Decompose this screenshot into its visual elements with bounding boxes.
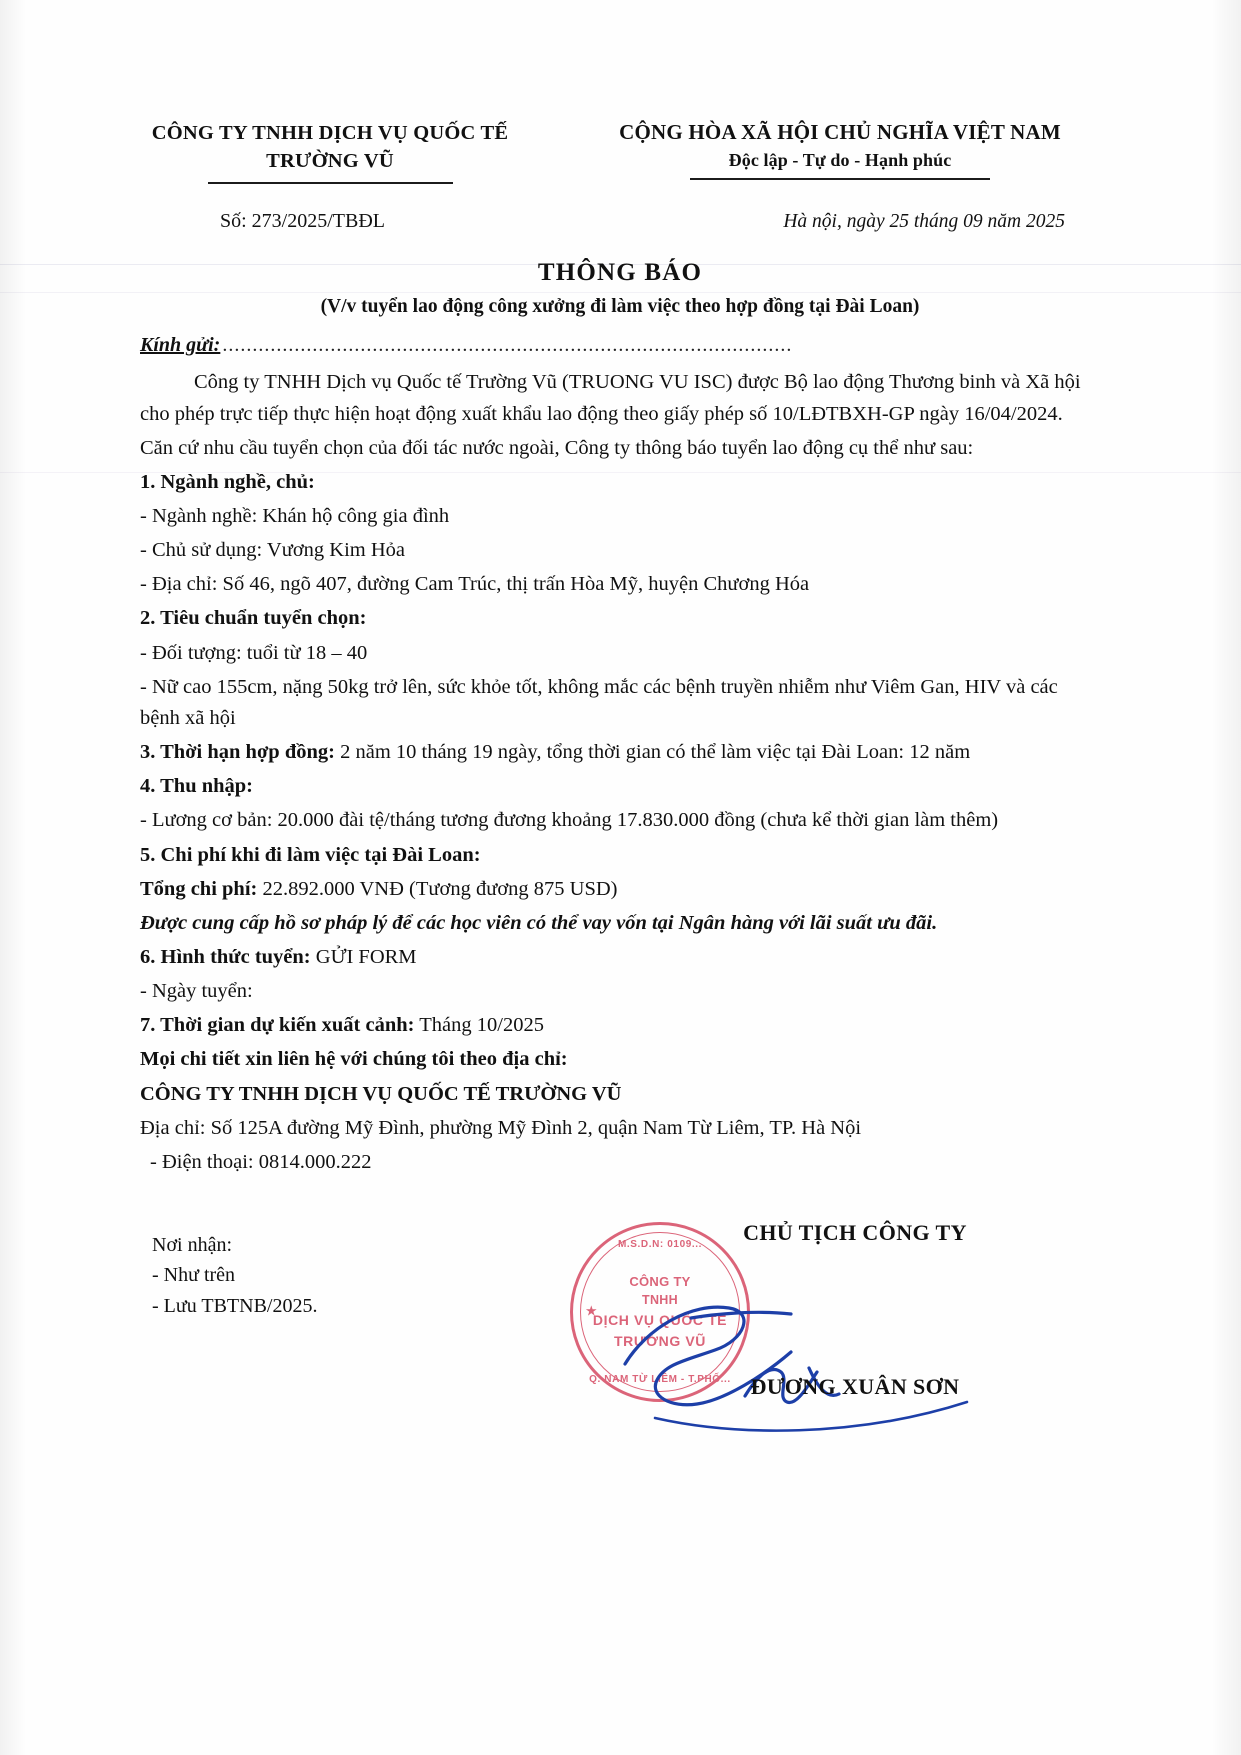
section-5-total (140, 874, 1100, 905)
recipients-block (152, 1230, 317, 1321)
section-2-heading: 2. Tiêu chuẩn tuyển chọn: (140, 607, 367, 630)
seal-arc-bottom-text: Q. NAM TỪ LIÊM - T.PHỐ... (589, 1374, 731, 1386)
contact-company: CÔNG TY TNHH DỊCH VỤ QUỐC TẾ TRƯỜNG VŨ (140, 1082, 622, 1105)
section-1-line-3: - Địa chỉ: Số 46, ngõ 407, đường Cam Trúc, thị trấn Hòa Mỹ, huyện Chương Hóa (140, 573, 810, 596)
section-3 (140, 737, 1100, 768)
section-3-heading: 3. Thời hạn hợp đồng: (140, 741, 335, 764)
seal-star-icon: ★ (585, 1304, 598, 1320)
section-5-total-value: 22.892.000 VNĐ (Tương đương 875 USD) (262, 877, 618, 900)
national-header-block (580, 120, 1100, 180)
section-7 (140, 1010, 1100, 1041)
section-3-value: 2 năm 10 tháng 19 ngày, tổng thời gian có thể làm việc tại Đài Loan: 12 năm (340, 741, 971, 764)
recipients-line-1: - Như trên (152, 1264, 236, 1287)
nation-title: CỘNG HÒA XÃ HỘI CHỦ NGHĨA VIỆT NAM (619, 120, 1061, 144)
section-2-line-2: - Nữ cao 155cm, nặng 50kg trở lên, sức khỏe tốt, không mắc các bệnh truyền nhiễm như Viêm Gan, HIV và các bệnh xã hội (140, 675, 1058, 729)
document-body (140, 367, 1100, 1178)
section-6-heading: 6. Hình thức tuyển: (140, 946, 311, 968)
contact-heading: Mọi chi tiết xin liên hệ với chúng tôi theo địa chỉ: (140, 1048, 568, 1071)
seal-line-4: TRƯỜNG VŨ (614, 1333, 706, 1350)
national-motto: Độc lập - Tự do - Hạnh phúc (728, 150, 952, 170)
page-subtitle: (V/v tuyển lao động công xưởng đi làm việc theo hợp đồng tại Đài Loan) (320, 296, 920, 318)
document-number: Số: 273/2025/TBĐL (220, 210, 386, 233)
document-meta-row (140, 210, 1100, 233)
signature-block (645, 1220, 1065, 1400)
section-2-line-1: - Đối tượng: tuổi từ 18 – 40 (140, 641, 368, 664)
company-name-line2: TRƯỜNG VŨ (266, 149, 394, 172)
section-6-value: GỬI FORM (315, 946, 417, 968)
section-6-line-1: - Ngày tuyển: (140, 980, 253, 1003)
signer-title: CHỦ TỊCH CÔNG TY (743, 1220, 967, 1246)
recipients-line-2: - Lưu TBTNB/2025. (152, 1294, 318, 1317)
paragraph-intro: Công ty TNHH Dịch vụ Quốc tế Trường Vũ (TRUONG VU ISC) được Bộ lao động Thương binh và Xã hội cho phép trực tiếp thực hiện hoạt động xuất khẩu lao động theo giấy phép số 10/LĐTBXH-GP ngày 16/04/2024. (140, 371, 1081, 425)
section-1-line-2: - Chủ sử dụng: Vương Kim Hỏa (140, 539, 406, 562)
section-1-heading: 1. Ngành nghề, chủ: (140, 470, 315, 493)
addressee-dots: ............................................................................................... (222, 334, 793, 357)
recipients-heading: Nơi nhận: (152, 1234, 233, 1257)
paragraph-basis: Căn cứ nhu cầu tuyển chọn của đối tác nước ngoài, Công ty thông báo tuyển lao động cụ thể như sau: (140, 436, 974, 459)
contact-address: Địa chỉ: Số 125A đường Mỹ Đình, phường Mỹ Đình 2, quận Nam Từ Liêm, TP. Hà Nội (140, 1116, 862, 1139)
document-date: Hà nội, ngày 25 tháng 09 năm 2025 (783, 211, 1065, 233)
section-5-note: Được cung cấp hồ sơ pháp lý để các học viên có thể vay vốn tại Ngân hàng với lãi suất ưu đãi. (140, 911, 938, 934)
section-7-heading: 7. Thời gian dự kiến xuất cảnh: (140, 1014, 415, 1037)
header-divider-right (690, 178, 990, 180)
header-divider-left (208, 182, 453, 184)
company-header-block (140, 120, 520, 184)
seal-line-3: DỊCH VỤ QUỐC TẾ (592, 1312, 728, 1329)
document-content (140, 120, 1100, 1438)
addressee-row (140, 334, 1100, 357)
document-header (140, 120, 1100, 184)
section-7-value: Tháng 10/2025 (419, 1014, 544, 1037)
seal-line-1: CÔNG TY (629, 1273, 691, 1289)
title-block (140, 259, 1100, 318)
company-name-line1: CÔNG TY TNHH DỊCH VỤ QUỐC TẾ (151, 122, 509, 144)
seal-line-2: TNHH (642, 1293, 678, 1308)
document-footer (140, 1208, 1100, 1438)
section-4-line-1: - Lương cơ bản: 20.000 đài tệ/tháng tương đương khoảng 17.830.000 đồng (chưa kể thời gian làm thêm) (140, 809, 999, 832)
signer-name: ĐƯƠNG XUÂN SƠN (750, 1374, 960, 1400)
seal-arc-top-text: M.S.D.N: 0109... (617, 1239, 703, 1251)
page-title: THÔNG BÁO (537, 259, 703, 287)
section-4-heading: 4. Thu nhập: (140, 775, 254, 798)
addressee-label: Kính gửi: (140, 334, 221, 357)
section-5-heading: 5. Chi phí khi đi làm việc tại Đài Loan: (140, 843, 481, 866)
section-6 (140, 942, 1100, 973)
contact-phone: - Điện thoại: 0814.000.222 (150, 1150, 372, 1173)
section-1-line-1: - Ngành nghề: Khán hộ công gia đình (140, 504, 450, 527)
section-5-total-label: Tổng chi phí: (140, 877, 258, 900)
